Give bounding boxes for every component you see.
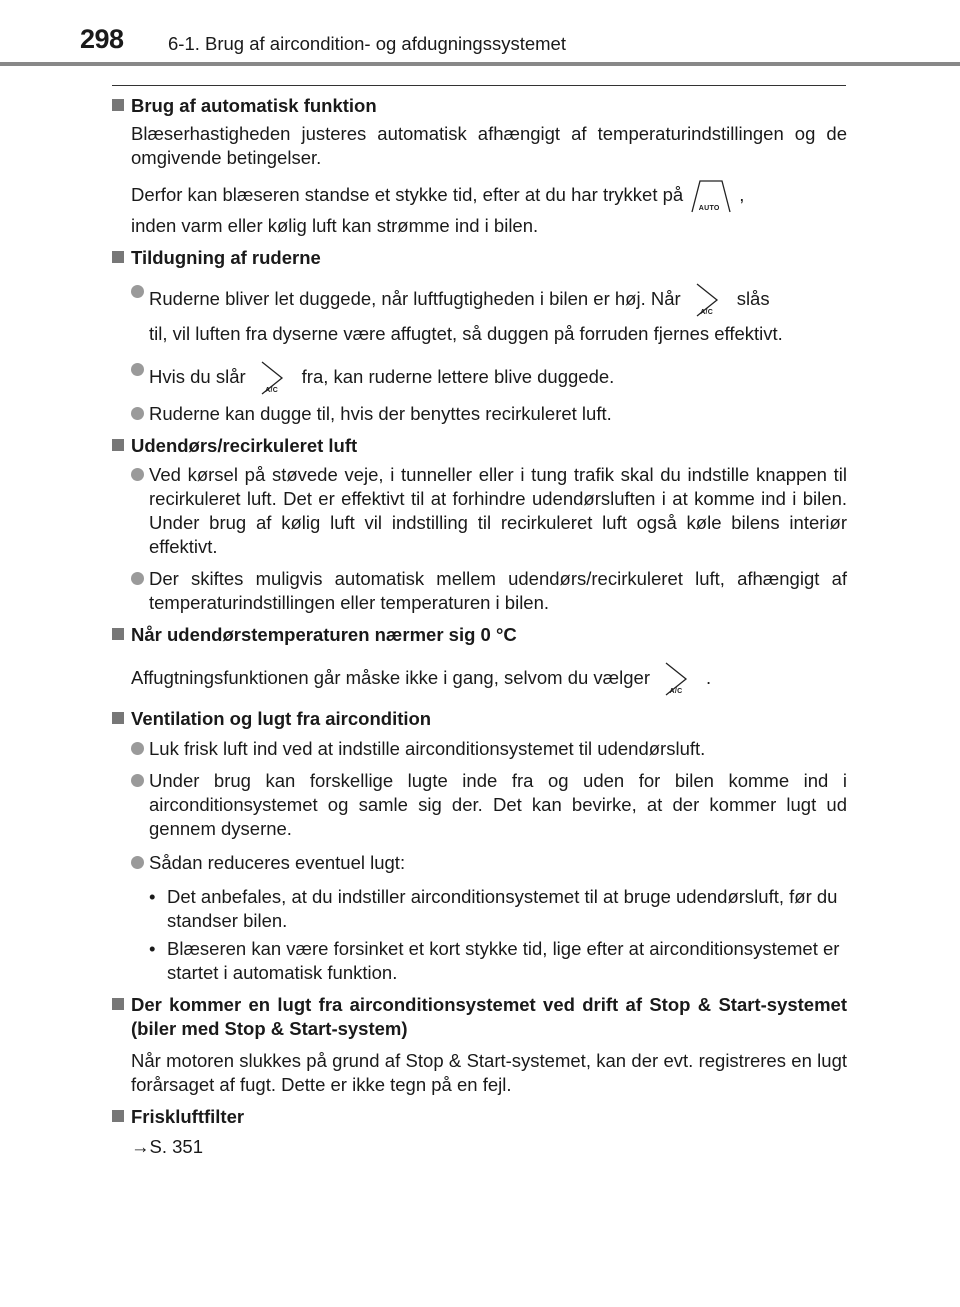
para-zero: Affugtningsfunktionen går måske ikke i gang, selvom du vælger A/C . — [131, 659, 847, 697]
page-header — [0, 0, 960, 70]
section-title-recirc: Udendørs/recirkuleret luft — [112, 434, 847, 458]
para-auto-1: Blæserhastigheden justeres automatisk afhængigt af temperaturindstillingen og de omgivende betingelser. — [131, 123, 847, 168]
section-title-stopstart: Der kommer en lugt fra airconditionsystemet ved drift af Stop & Start-systemet (biler med Stop & Start-system) — [112, 993, 847, 1041]
chapter-title: 6-1. Brug af aircondition- og afdugningssystemet — [168, 33, 566, 54]
filter-page-ref[interactable]: →S. 351 — [131, 1136, 203, 1158]
bullet-fog-2: Hvis du slår A/C fra, kan ruderne lettere blive duggede. — [131, 358, 847, 396]
bullet-vent-2: Under brug kan forskellige lugte inde fra og uden for bilen komme ind i airconditionsystemet og samle sig der. Det kan bevirke, at der kommer lugt ud gennem dyserne. — [131, 769, 847, 841]
section-rule — [112, 85, 846, 86]
ac-button-icon: A/C — [656, 661, 700, 697]
para-auto-2: Derfor kan blæseren standse et stykke tid, efter at du har trykket på AUTO , — [131, 176, 847, 214]
bullet-recirc-1: Ved kørsel på støvede veje, i tunneller eller i tung trafik skal du indstille knappen til recirkuleret luft. Det er effektivt til at forhindre udendørsluften i at komme ind i bilen. Under brug af kølig luft vil indstilling til recirkuleret luft også køle bilens interiør effektivt. — [131, 463, 847, 559]
bullet-vent-3: Sådan reduceres eventuel lugt: — [131, 851, 847, 875]
bullet-recirc-2: Der skiftes muligvis automatisk mellem udendørs/recirkuleret luft, afhængigt af temperaturindstillingen eller temperaturen i bilen. — [131, 567, 847, 615]
auto-button-icon: AUTO — [689, 178, 733, 214]
header-rule — [0, 62, 960, 66]
section-title-filter: Friskluftfilter — [112, 1105, 847, 1129]
ac-button-icon: A/C — [687, 282, 731, 318]
section-title-zero: Når udendørstemperaturen nærmer sig 0 °C — [112, 623, 847, 647]
bullet-vent-1: Luk frisk luft ind ved at indstille airconditionsystemet til udendørsluft. — [131, 737, 847, 761]
bullet-fog-1-cont: til, vil luften fra dyserne være affugtet, så duggen på forruden fjernes effektivt. — [149, 323, 783, 345]
bullet-fog-1: Ruderne bliver let duggede, når luftfugtigheden i bilen er høj. Når A/C slås — [131, 280, 847, 318]
sub-bullet-vent-2: • Blæseren kan være forsinket et kort stykke tid, lige efter at airconditionsystemet er startet i automatisk funktion. — [149, 937, 847, 985]
para-auto-3: inden varm eller kølig luft kan strømme ind i bilen. — [131, 215, 539, 237]
page-content — [112, 94, 847, 1159]
bullet-fog-3: Ruderne kan dugge til, hvis der benyttes recirkuleret luft. — [131, 402, 847, 426]
section-title-vent: Ventilation og lugt fra aircondition — [112, 707, 847, 731]
ac-button-icon: A/C — [252, 360, 296, 396]
page-number: 298 — [80, 24, 124, 54]
para-stopstart: Når motoren slukkes på grund af Stop & Start-systemet, kan der evt. registreres en lugt forårsaget af fugt. Dette er ikke tegn på en fejl. — [131, 1050, 847, 1096]
section-title-auto: Brug af automatisk funktion — [112, 94, 847, 118]
section-title-fog: Tildugning af ruderne — [112, 246, 847, 270]
sub-bullet-vent-1: • Det anbefales, at du indstiller airconditionsystemet til at bruge udendørsluft, før du standser bilen. — [149, 885, 847, 933]
